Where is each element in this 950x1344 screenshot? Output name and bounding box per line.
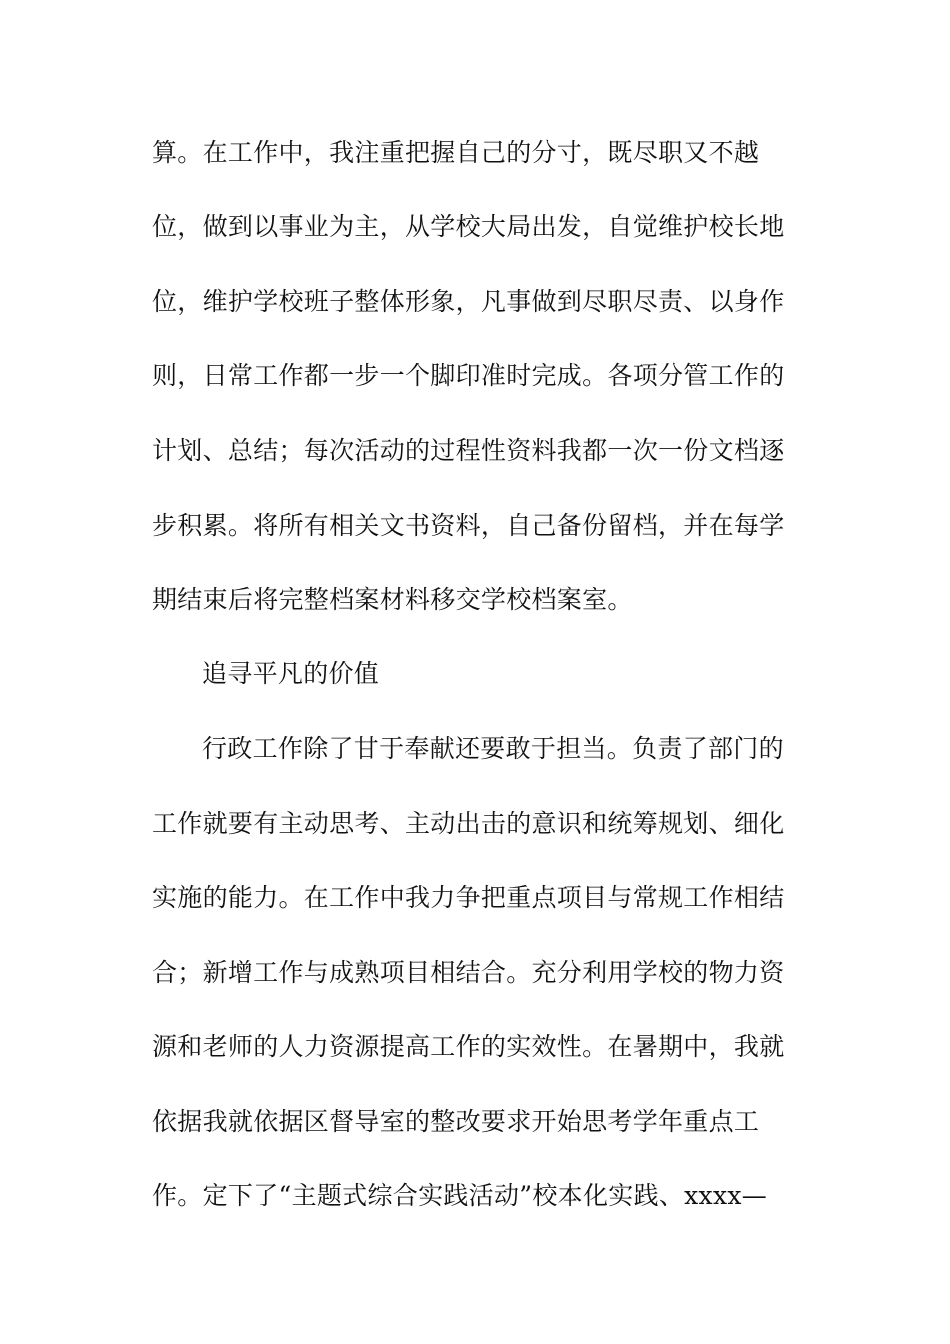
text-line: 依据我就依据区督导室的整改要求开始思考学年重点工 xyxy=(152,1107,760,1136)
text-line: 位，做到以事业为主，从学校大局出发，自觉维护校长地 xyxy=(152,212,785,241)
text-line: 合；新增工作与成熟项目相结合。充分利用学校的物力资 xyxy=(152,958,785,987)
text-line: 实施的能力。在工作中我力争把重点项目与常规工作相结 xyxy=(152,883,785,912)
text-line: 行政工作除了甘于奉献还要敢于担当。负责了部门的 xyxy=(202,734,784,763)
text-line: 算。在工作中，我注重把握自己的分寸，既尽职又不越 xyxy=(152,138,760,167)
text-line: 计划、总结；每次活动的过程性资料我都一次一份文档逐 xyxy=(152,436,785,465)
text-line: 工作就要有主动思考、主动出击的意识和统筹规划、细化 xyxy=(152,809,785,838)
text-line: 源和老师的人力资源提高工作的实效性。在暑期中，我就 xyxy=(152,1032,785,1061)
text-line: 步积累。将所有相关文书资料，自己备份留档，并在每学 xyxy=(152,511,785,540)
section-heading: 追寻平凡的价值 xyxy=(202,659,380,688)
text-line: 则，日常工作都一步一个脚印准时完成。各项分管工作的 xyxy=(152,361,785,390)
text-line: 期结束后将完整档案材料移交学校档案室。 xyxy=(152,585,633,614)
text-line: 位，维护学校班子整体形象，凡事做到尽职尽责、以身作 xyxy=(152,287,785,316)
text-line: 作。定下了“主题式综合实践活动”校本化实践、xxxx— xyxy=(152,1181,768,1210)
